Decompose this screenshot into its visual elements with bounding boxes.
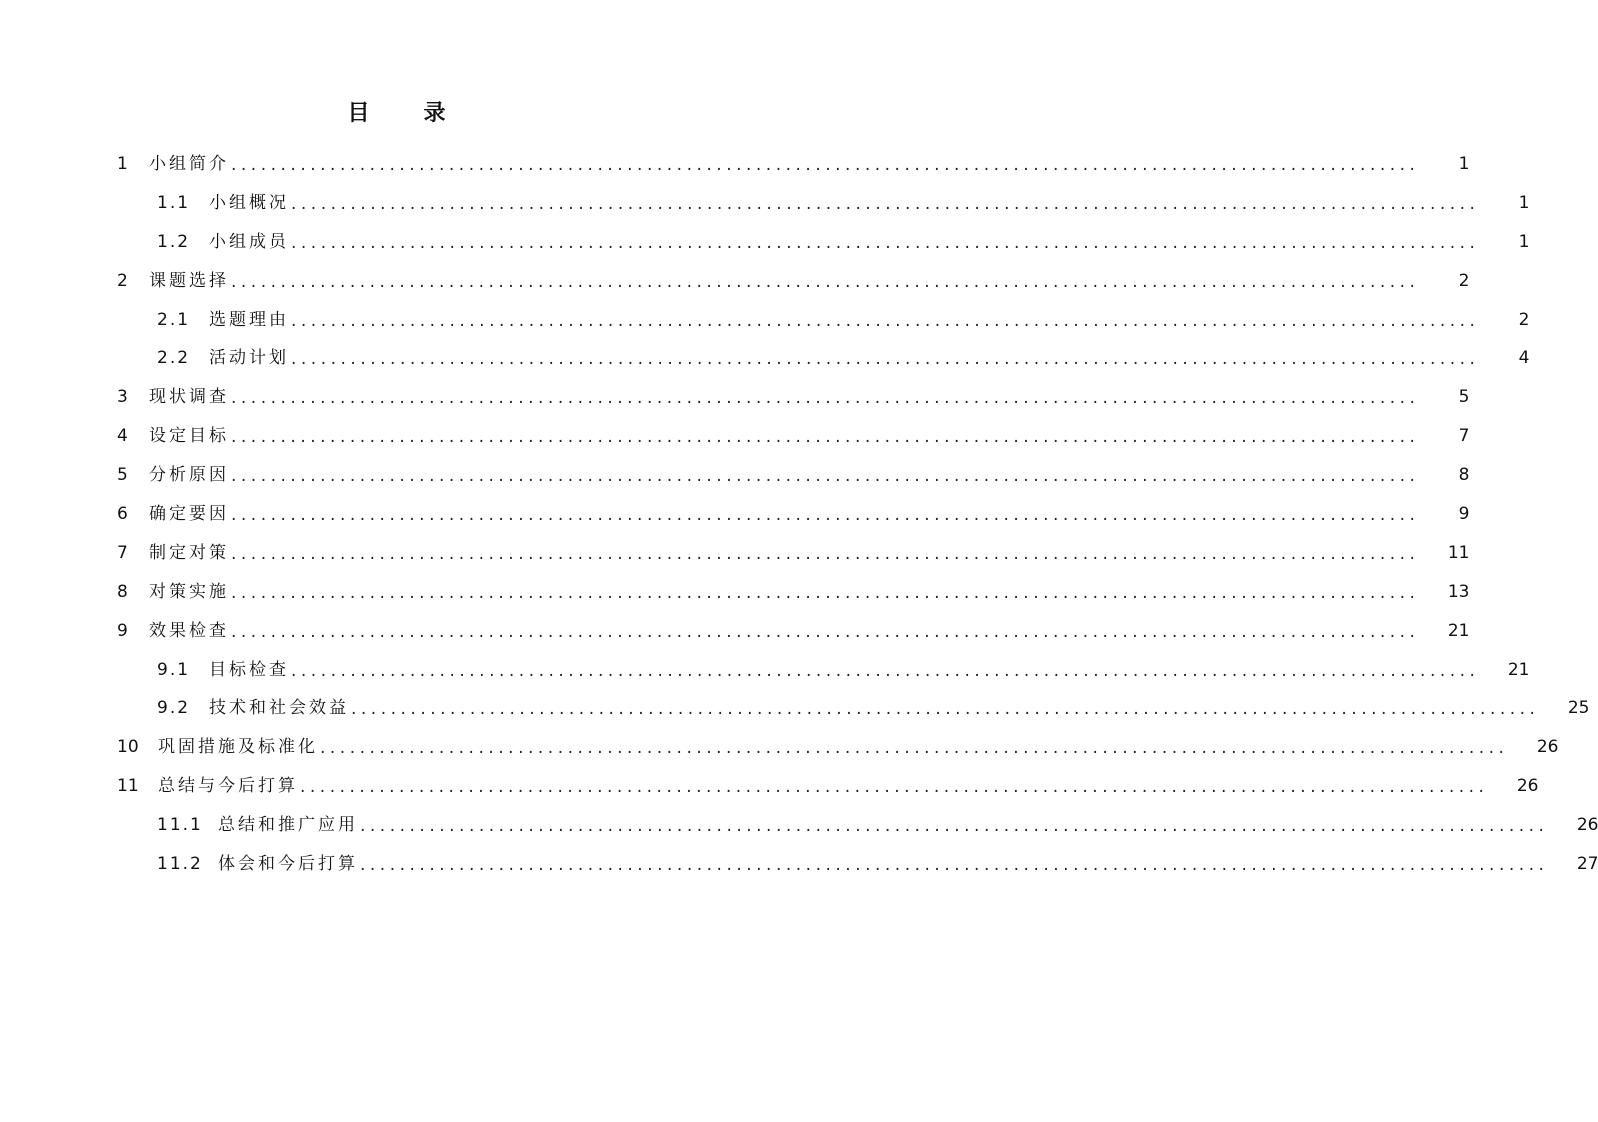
toc-entry-title: 小组简介 — [149, 154, 229, 174]
toc-entry-page: 1 — [1518, 192, 1530, 213]
toc-entry-page: 2 — [1518, 309, 1530, 330]
toc-dot-leader: ........................................................................................................................ — [351, 699, 1540, 720]
toc-entry-page: 26 — [1536, 737, 1559, 758]
toc-entry-number: 11.2 — [157, 854, 203, 875]
toc-entry[interactable] — [0, 339, 1530, 378]
toc-entry-title: 技术和社会效益 — [209, 698, 349, 719]
toc-entry-number: 2.1 — [157, 309, 191, 330]
toc-entry-number: 7 — [117, 542, 128, 563]
toc-entry[interactable] — [0, 612, 1470, 651]
toc-list — [0, 145, 1598, 884]
toc-entry-title: 制定对策 — [149, 542, 229, 563]
toc-entry-page: 8 — [1458, 465, 1470, 486]
toc-entry-page: 7 — [1458, 426, 1470, 447]
toc-entry-number: 9.2 — [157, 698, 191, 719]
toc-entry[interactable] — [0, 573, 1470, 612]
toc-dot-leader: ........................................................................................................................ — [231, 155, 1420, 175]
toc-entry-title: 现状调查 — [149, 387, 229, 408]
toc-entry-number: 6 — [117, 504, 128, 525]
toc-dot-leader: ........................................................................................................................ — [360, 855, 1549, 876]
toc-entry-title: 目标检查 — [209, 659, 289, 680]
toc-entry-title: 确定要因 — [149, 504, 229, 525]
toc-entry-page: 5 — [1458, 387, 1470, 408]
toc-dot-leader: ........................................................................................................................ — [291, 232, 1480, 253]
toc-dot-leader: ........................................................................................................................ — [360, 816, 1549, 837]
toc-entry[interactable] — [0, 495, 1470, 534]
toc-entry-number: 1.1 — [157, 192, 191, 213]
toc-entry-number: 2 — [117, 270, 128, 291]
toc-dot-leader: ........................................................................................................................ — [231, 388, 1420, 409]
toc-entry-title: 体会和今后打算 — [218, 854, 358, 875]
toc-entry-number: 3 — [117, 387, 128, 408]
toc-entry-number: 8 — [117, 581, 128, 602]
toc-entry[interactable] — [0, 456, 1470, 495]
toc-entry-page: 27 — [1576, 854, 1598, 875]
toc-entry-number: 11.1 — [157, 815, 203, 836]
toc-entry-title: 小组概况 — [209, 192, 289, 213]
toc-entry-title: 分析原因 — [149, 465, 229, 486]
toc-entry[interactable] — [0, 184, 1530, 223]
toc-entry-number: 1.2 — [157, 231, 191, 252]
toc-entry-title: 总结和推广应用 — [218, 815, 358, 836]
toc-entry[interactable] — [0, 417, 1470, 456]
toc-dot-leader: ........................................................................................................................ — [231, 466, 1420, 487]
toc-entry[interactable] — [0, 845, 1598, 884]
toc-title — [0, 96, 793, 132]
toc-entry-title: 活动计划 — [209, 348, 289, 369]
toc-entry[interactable] — [0, 806, 1598, 845]
toc-dot-leader: ........................................................................................................................ — [231, 505, 1420, 526]
toc-entry-page: 1 — [1518, 231, 1530, 252]
toc-dot-leader: ........................................................................................................................ — [300, 777, 1489, 798]
toc-entry-number: 4 — [117, 426, 128, 447]
toc-entry-page: 21 — [1507, 659, 1530, 680]
toc-dot-leader: ........................................................................................................................ — [320, 738, 1509, 759]
toc-entry-number: 9.1 — [157, 659, 191, 680]
toc-entry[interactable] — [0, 767, 1539, 806]
toc-dot-leader: ........................................................................................................................ — [231, 427, 1420, 448]
toc-dot-leader: ........................................................................................................................ — [291, 349, 1480, 370]
toc-entry-number: 9 — [117, 620, 128, 641]
toc-entry-number: 11 — [117, 776, 139, 797]
toc-dot-leader: ........................................................................................................................ — [231, 582, 1420, 603]
toc-title-char-2: 录 — [423, 101, 446, 126]
toc-entry[interactable] — [0, 534, 1470, 573]
toc-entry-number: 5 — [117, 465, 128, 486]
toc-entry-page: 2 — [1458, 270, 1470, 291]
toc-entry[interactable] — [0, 223, 1530, 262]
toc-entry[interactable] — [0, 728, 1559, 767]
toc-title-char-1: 目 — [347, 101, 370, 126]
toc-entry[interactable] — [0, 651, 1530, 690]
toc-entry-title: 对策实施 — [149, 581, 229, 602]
toc-dot-leader: ........................................................................................................................ — [291, 310, 1480, 331]
toc-dot-leader: ........................................................................................................................ — [291, 660, 1480, 681]
toc-entry-page: 26 — [1516, 776, 1539, 797]
toc-entry[interactable] — [0, 262, 1470, 301]
toc-entry-title: 设定目标 — [149, 426, 229, 447]
toc-entry-number: 10 — [117, 737, 139, 758]
toc-entry-title: 巩固措施及标准化 — [158, 737, 318, 758]
toc-dot-leader: ........................................................................................................................ — [231, 621, 1420, 642]
toc-entry[interactable] — [0, 378, 1470, 417]
toc-entry-number: 2.2 — [157, 348, 191, 369]
toc-entry-title: 选题理由 — [209, 309, 289, 330]
toc-entry[interactable] — [0, 145, 1470, 184]
toc-entry[interactable] — [0, 689, 1590, 728]
toc-dot-leader: ........................................................................................................................ — [231, 543, 1420, 564]
toc-entry-page: 11 — [1447, 542, 1470, 563]
toc-entry-title: 课题选择 — [149, 270, 229, 291]
toc-entry-title: 效果检查 — [149, 620, 229, 641]
toc-entry-page: 9 — [1458, 504, 1470, 525]
toc-dot-leader: ........................................................................................................................ — [291, 193, 1480, 214]
toc-entry-page: 1 — [1458, 154, 1470, 174]
toc-entry-page: 13 — [1447, 581, 1470, 602]
toc-entry-title: 总结与今后打算 — [158, 776, 298, 797]
toc-entry-page: 4 — [1518, 348, 1530, 369]
toc-entry-page: 26 — [1576, 815, 1598, 836]
toc-entry[interactable] — [0, 301, 1530, 340]
toc-entry-page: 25 — [1567, 698, 1590, 719]
toc-dot-leader: ........................................................................................................................ — [231, 271, 1420, 292]
toc-entry-page: 21 — [1447, 620, 1470, 641]
toc-entry-number: 1 — [117, 154, 128, 174]
toc-entry-title: 小组成员 — [209, 231, 289, 252]
